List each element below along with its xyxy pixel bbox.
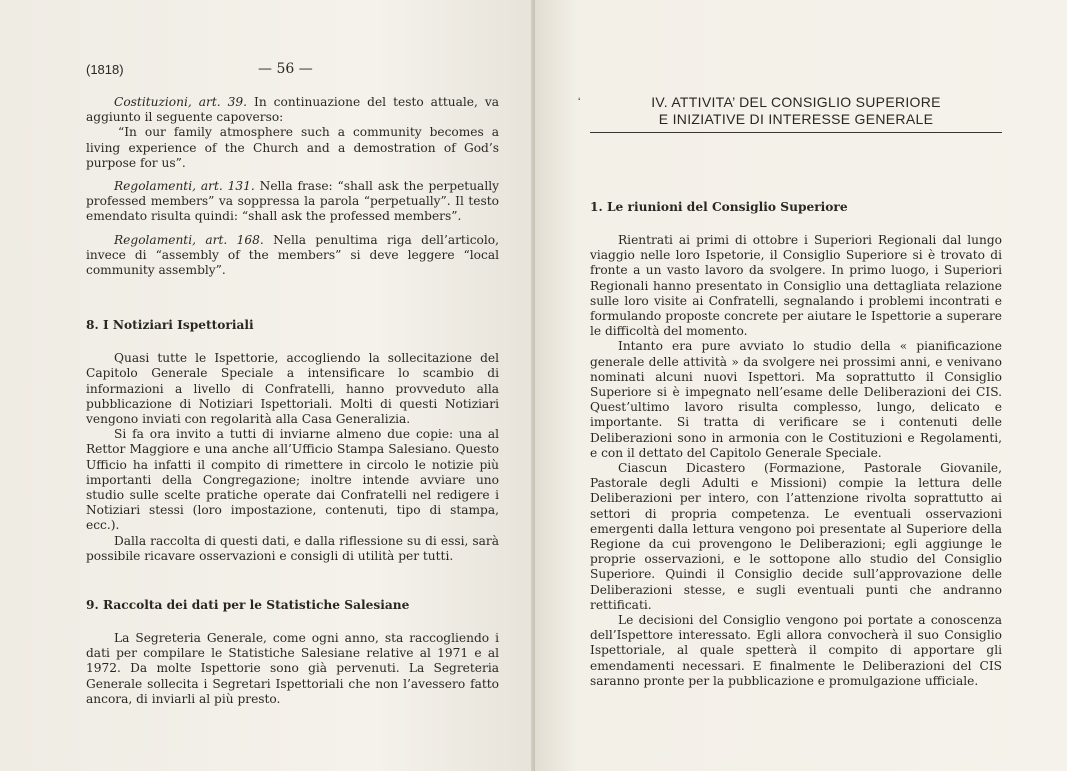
section-1-paragraph-4: Le decisioni del Consiglio vengono poi portate a conoscenza dell’Ispettore interessato. Egli allora convocherà il suo Consiglio Ispettoriale, al quale spetterà il compito di apportare gli emendamenti necessari. E finalmente le Deliberazioni del CIS saranno pronte per la pubblicazione e promulgazione ufficiale. [590,613,1002,688]
chapter-title [578,94,1002,133]
left-text-column [86,95,499,715]
header-year: (1818) [86,62,124,77]
article-ref: Costituzioni, art. 39. [114,95,247,109]
chapter-title-line-1: IV. ATTIVITA’ DEL CONSIGLIO SUPERIORE [651,94,941,110]
paragraph-regolamenti-168 [86,233,499,279]
section-1-paragraph-1: Rientrati ai primi di ottobre i Superiori Regionali dal lungo viaggio nelle loro Ispetorie, il Consiglio Superiore si è trovato di fronte a un vasto lavoro da svolgere. In primo luogo, i Superiori Regionali hanno presentato in Consiglio una dettagliata relazione sulle loro visite ai Confratelli, segnalando i problemi incontrati e formulando proposte concrete per aiutare le Ispettorie a superare le difficoltà del momento. [590,233,1002,339]
english-quote: “In our family atmosphere such a community becomes a living experience of the Church and a demostration of God’s purpose for us”. [86,125,499,170]
section-1-paragraph-2: Intanto era pure avviato lo studio della « pianificazione generale delle attività » da svolgere nei prossimi anni, e venivano nominati alcuni nuovi Ispettori. Ma soprattutto il Consiglio Superiore si è impegnato nell’esame delle Deliberazioni dei CIS. Quest’ultimo lavoro risulta complesso, lungo, delicato e importante. Si tratta di verificare se i contenuti delle Deliberazioni sono in armonia con le Costituzioni e Regolamenti, e con il dettato del Capitolo Generale Speciale. [590,339,1002,460]
margin-mark: ‘ [578,96,581,108]
chapter-title-line-2: E INIZIATIVE DI INTERESSE GENERALE [658,111,934,127]
page-number: — 56 — [258,61,313,77]
article-ref: Regolamenti, art. 168. [114,232,264,247]
section-8-heading: 8. I Notiziari Ispettoriali [86,318,254,333]
section-8-paragraph-2: Si fa ora invito a tutti di inviarne almeno due copie: una al Rettor Maggiore e una anche all’Ufficio Stampa Salesiano. Questo Ufficio ha infatti il compito di rimettere in circolo le notizie più importanti della Congregazione; inoltre intende avviare uno studio sulle scelte pratiche operate dai Confratelli nel redigere i Notiziari stessi (loro impostazione, contenuti, tipo di stampa, ecc.). [86,427,499,533]
paragraph-text: In continuazione del testo attuale, va aggiunto il seguente capoverso: [86,95,499,125]
title-underline [590,132,1002,133]
right-text-column [590,200,1002,689]
paragraph-regolamenti-131 [86,179,499,225]
section-1-heading: 1. Le riunioni del Consiglio Superiore [590,200,848,214]
article-ref: Regolamenti, art. 131. [114,179,255,194]
section-8-paragraph-1: Quasi tutte le Ispettorie, accogliendo la sollecitazione del Capitolo Generale Speciale a intensificare lo scambio di informazioni a livello di Confratelli, hanno provveduto alla pubblicazione di Notiziari Ispettoriali. Molti di questi Notiziari vengono inviati con regolarità alla Casa Generalizia. [86,351,499,427]
paragraph-costituzioni-39 [86,95,499,125]
section-1-paragraph-3: Ciascun Dicastero (Formazione, Pastorale Giovanile, Pastorale degli Adulti e Missioni) compie la lettura delle Deliberazioni per intero, con l’attenzione rivolta soprattutto ai settori di propria competenza. Le eventuali osservazioni emergenti dalla lettura vengono poi presentate al Superiore della Regione da cui provengono le Deliberazioni; egli aggiunge le proprie osservazioni, e le sottopone allo studio del Consiglio Superiore. Quindi il Consiglio decide sull’approvazione delle Deliberazioni stesse, e sugli eventuali punti che andranno rettificati. [590,461,1002,612]
left-page-header [86,62,506,82]
section-9-heading: 9. Raccolta dei dati per le Statistiche Salesiane [86,598,410,613]
paragraph-text: Nella frase: “shall ask the perpetually professed members” va soppressa la parola “perpetually”. Il testo emendato risulta quindi: “shall ask the professed members”. [86,179,500,224]
section-8-paragraph-3: Dalla raccolta di questi dati, e dalla riflessione su di essi, sarà possibile ricavare osservazioni e consigli di utilità per tutti. [86,533,499,563]
section-9-paragraph-1: La Segreteria Generale, come ogni anno, sta raccogliendo i dati per compilare le Statistiche Salesiane relative al 1971 e al 1972. Da molte Ispettorie sono già pervenuti. La Segreteria Generale sollecita i Segretari Ispettoriali che non l’avessero fatto ancora, di inviarli al più presto. [86,631,499,706]
paragraph-text: Nella penultima riga dell’articolo, invece di “assembly of the members” si deve leggere “local community assembly”. [86,232,499,278]
